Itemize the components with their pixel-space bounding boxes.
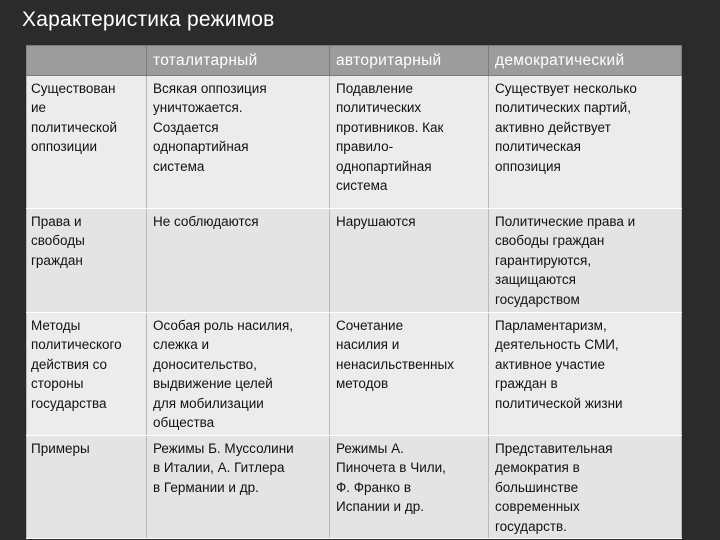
regimes-comparison-table — [26, 45, 682, 539]
row-label — [27, 436, 147, 539]
cell-text: Не соблюдаются — [153, 214, 259, 229]
cell-text: Особая роль насилия, слежка и доносительство, выдвижение целей для мобилизации общества — [153, 318, 294, 431]
cell-text: Режимы А. Пиночета в Чили, Ф. Франко в Испании и др. — [336, 441, 446, 515]
cell-text: Существует несколько политических партий, активно действует политическая оппозиция — [495, 81, 637, 174]
table-cell-democratic — [489, 436, 682, 539]
row-label-text: Существован ие политической оппозиции — [31, 81, 118, 155]
cell-text: Сочетание насилия и ненасильственных методов — [336, 318, 454, 392]
table-cell-authoritarian — [330, 436, 489, 539]
header-authoritarian: авторитарный — [330, 46, 489, 76]
table-row-opposition — [27, 76, 682, 209]
table-cell-authoritarian — [330, 209, 489, 313]
table-cell-totalitarian — [147, 76, 330, 209]
cell-text: Всякая оппозиция уничтожается. Создается однопартийная система — [153, 81, 267, 174]
header-corner-cell — [27, 46, 147, 76]
row-label — [27, 76, 147, 209]
header-totalitarian: тоталитарный — [147, 46, 330, 76]
cell-text: Парламентаризм, деятельность СМИ, активное участие граждан в политической жизни — [495, 318, 623, 411]
header-democratic: демократический — [489, 46, 682, 76]
table-cell-totalitarian — [147, 313, 330, 436]
table-row-rights — [27, 209, 682, 313]
table-cell-democratic — [489, 209, 682, 313]
row-label — [27, 313, 147, 436]
table-cell-authoritarian — [330, 313, 489, 436]
cell-text: Политические права и свободы граждан гарантируются, защищаются государством — [495, 214, 636, 307]
table-row-methods — [27, 313, 682, 436]
table-cell-totalitarian — [147, 209, 330, 313]
cell-text: Подавление политических противников. Как правило- однопартийная система — [336, 81, 444, 194]
table-row-examples — [27, 436, 682, 539]
row-label — [27, 209, 147, 313]
table-cell-democratic — [489, 76, 682, 209]
cell-text: Нарушаются — [336, 214, 416, 229]
row-label-text: Примеры — [31, 441, 90, 456]
table-cell-democratic — [489, 313, 682, 436]
row-label-text: Права и свободы граждан — [31, 214, 85, 268]
slide-title: Характеристика режимов — [22, 8, 275, 31]
table-header-row — [27, 46, 682, 76]
table-cell-totalitarian — [147, 436, 330, 539]
cell-text: Представительная демократия в большинстве современных государств. — [495, 441, 613, 534]
row-label-text: Методы политического действия со стороны государства — [31, 318, 122, 411]
cell-text: Режимы Б. Муссолини в Италии, А. Гитлера в Германии и др. — [153, 441, 294, 495]
table-cell-authoritarian — [330, 76, 489, 209]
